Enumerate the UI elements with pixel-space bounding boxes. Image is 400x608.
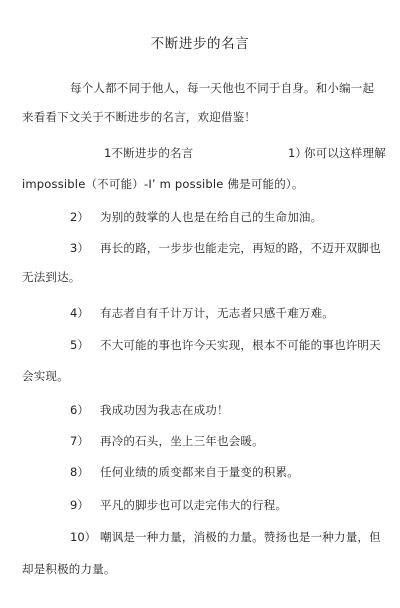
item-10-line-1: 嘲讽是一种力量，消极的力量。赞扬也是一种力量，但 (100, 530, 381, 544)
item-5-line-2: 会实现。 (22, 369, 69, 383)
intro-line-1: 每个人都不同于他人，每一天他也不同于自身。和小编一起 (70, 81, 375, 95)
item-9-number: 9） (70, 498, 89, 512)
item-2-line-1: 为别的鼓掌的人也是在给自己的生命加油。 (100, 210, 323, 224)
item-1-number: 1） (288, 146, 307, 160)
item-6-line-1: 我成功因为我志在成功！ (100, 403, 229, 417)
item-1-line-2: impossible（不可能）-I’ m possible 佛是可能的）。 (22, 177, 304, 191)
section-heading: 1不断进步的名言 (104, 146, 194, 160)
item-9-line-1: 平凡的脚步也可以走完伟大的行程。 (100, 498, 288, 512)
item-6-number: 6） (70, 403, 89, 417)
document-title: 不断进步的名言 (150, 36, 250, 52)
item-3-line-2: 无法到达。 (22, 270, 81, 284)
item-7-number: 7） (70, 434, 89, 448)
item-4-number: 4） (70, 306, 89, 320)
item-8-line-1: 任何业绩的质变都来自于量变的积累。 (100, 465, 299, 479)
item-4-line-1: 有志者自有千计万计，无志者只感千难万难。 (100, 306, 334, 320)
item-8-number: 8） (70, 465, 89, 479)
item-1-line-1: 你可以这样理解 (304, 146, 386, 160)
item-2-number: 2） (70, 210, 89, 224)
item-7-line-1: 再冷的石头，坐上三年也会暖。 (100, 434, 264, 448)
item-3-number: 3） (70, 241, 89, 255)
item-10-line-2: 却是积极的力量。 (22, 562, 116, 576)
item-5-number: 5） (70, 338, 89, 352)
item-10-number: 10） (70, 530, 97, 544)
item-3-line-1: 再长的路，一步步也能走完，再短的路，不迈开双脚也 (100, 241, 381, 255)
intro-line-2: 来看看下文关于不断进步的名言，欢迎借鉴！ (22, 110, 256, 124)
item-5-line-1: 不大可能的事也许今天实现，根本不可能的事也许明天 (100, 338, 381, 352)
